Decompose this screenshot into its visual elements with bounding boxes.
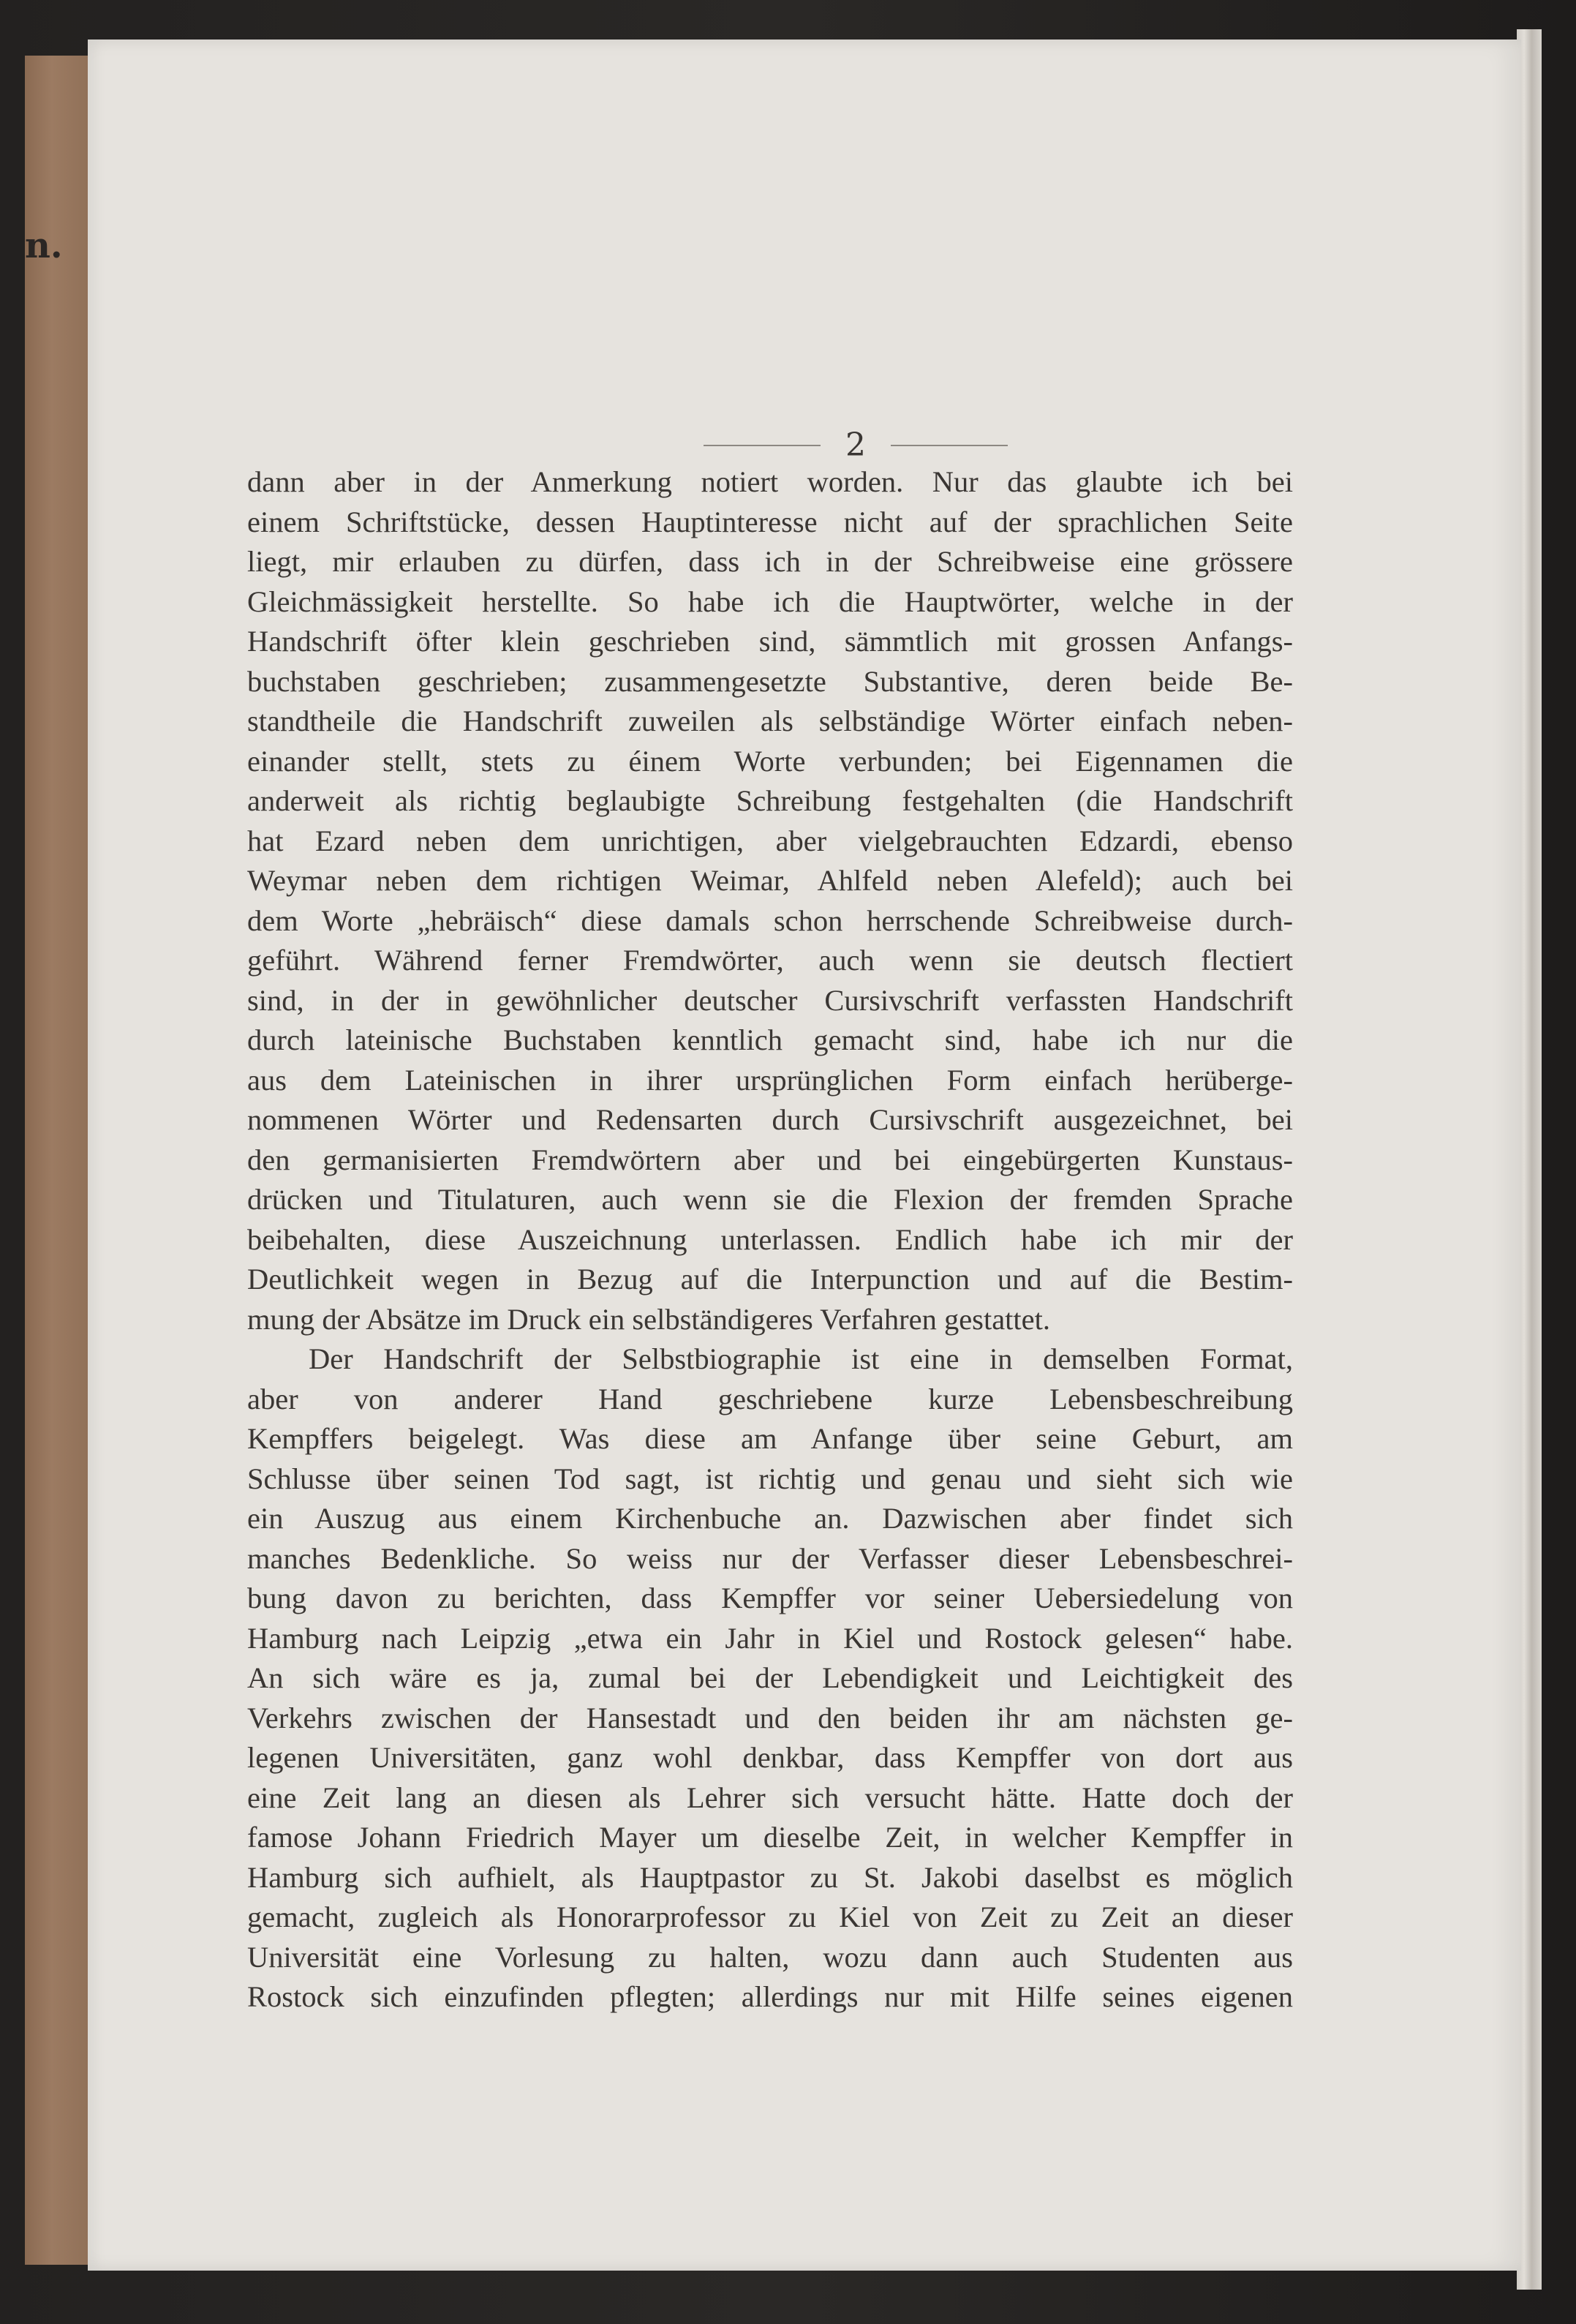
text-line: Schlusse über seinen Tod sagt, ist richtig und genau und sieht sich wie (247, 1462, 1293, 1495)
text-line-paragraph-start: Der Handschrift der Selbstbiographie ist eine in demselben Format, (309, 1342, 1293, 1375)
text-line: aber von anderer Hand geschriebene kurze Lebensbeschreibung (247, 1382, 1293, 1415)
text-line: hat Ezard neben dem unrichtigen, aber vielgebrauchten Edzardi, ebenso (247, 824, 1293, 857)
text-line: beibehalten, diese Auszeichnung unterlassen. Endlich habe ich mir der (247, 1222, 1293, 1256)
header-rule-left (704, 445, 821, 446)
body-text (247, 462, 1293, 2017)
page-number: 2 (845, 426, 866, 464)
text-line: drücken und Titulaturen, auch wenn sie die Flexion der fremden Sprache (247, 1183, 1293, 1216)
text-line: Handschrift öfter klein geschrieben sind, sämmtlich mit grossen Anfangs- (247, 625, 1293, 658)
text-line: Universität eine Vorlesung zu halten, wozu dann auch Studenten aus (247, 1940, 1293, 1974)
text-line: sind, in der in gewöhnlicher deutscher Cursivschrift verfassten Handschrift (247, 983, 1293, 1017)
book-cover-edge (25, 56, 92, 2265)
text-line: eine Zeit lang an diesen als Lehrer sich versucht hätte. Hatte doch der (247, 1780, 1293, 1814)
text-line: einander stellt, stets zu éinem Worte verbunden; bei Eigennamen die (247, 744, 1293, 778)
text-line: Deutlichkeit wegen in Bezug auf die Interpunction und auf die Bestim- (247, 1263, 1293, 1296)
text-line: bung davon zu berichten, dass Kempffer vor seiner Uebersiedelung von (247, 1582, 1293, 1614)
text-line: Gleichmässigkeit herstellte. So habe ich die Hauptwörter, welche in der (247, 584, 1293, 618)
text-line: legenen Universitäten, ganz wohl denkbar, dass Kempffer von dort aus (247, 1741, 1293, 1774)
text-line: Hamburg sich aufhielt, als Hauptpastor zu St. Jakobi daselbst es möglich (247, 1860, 1293, 1894)
text-line: Hamburg nach Leipzig „etwa ein Jahr in Kiel und Rostock gelesen“ habe. (247, 1621, 1293, 1655)
text-line: dann aber in der Anmerkung notiert worden. Nur das glaubte ich bei (247, 465, 1293, 498)
text-line: Weymar neben dem richtigen Weimar, Ahlfeld neben Alefeld); auch bei (247, 864, 1293, 897)
text-line-paragraph-end: mung der Absätze im Druck ein selbständigeres Verfahren gestattet. (247, 1302, 1051, 1336)
text-line: buchstaben geschrieben; zusammengesetzte Substantive, deren beide Be- (247, 664, 1293, 698)
header-rule-right (891, 445, 1008, 446)
text-line: aus dem Lateinischen in ihrer ursprünglichen Form einfach herüberge- (247, 1063, 1293, 1097)
text-line: Rostock sich einzufinden pflegten; allerdings nur mit Hilfe seines eigenen (247, 1980, 1293, 2013)
text-line: standtheile die Handschrift zuweilen als selbständige Wörter einfach neben- (247, 704, 1293, 737)
text-line: dem Worte „hebräisch“ diese damals schon herrschende Schreibweise durch- (247, 903, 1293, 937)
text-line: nommenen Wörter und Redensarten durch Cursivschrift ausgezeichnet, bei (247, 1103, 1293, 1136)
text-line: manches Bedenkliche. So weiss nur der Verfasser dieser Lebensbeschrei- (247, 1541, 1293, 1575)
text-line: An sich wäre es ja, zumal bei der Lebendigkeit und Leichtigkeit des (247, 1661, 1293, 1694)
text-line: famose Johann Friedrich Mayer um dieselbe Zeit, in welcher Kempffer in (247, 1821, 1293, 1854)
text-line: einem Schriftstücke, dessen Hauptinteresse nicht auf der sprachlichen Seite (247, 505, 1293, 538)
text-line: den germanisierten Fremdwörtern aber und bei eingebürgerten Kunstaus- (247, 1143, 1293, 1176)
text-line: Kempffers beigelegt. Was diese am Anfange über seine Geburt, am (247, 1422, 1293, 1455)
text-line: geführt. Während ferner Fremdwörter, auch wenn sie deutsch flectiert (247, 944, 1293, 977)
text-line: gemacht, zugleich als Honorarprofessor zu Kiel von Zeit zu Zeit an dieser (247, 1900, 1293, 1933)
text-line: anderweit als richtig beglaubigte Schreibung festgehalten (die Handschrift (247, 784, 1293, 817)
text-line: liegt, mir erlauben zu dürfen, dass ich in der Schreibweise eine grössere (247, 545, 1293, 578)
text-line: durch lateinische Buchstaben kenntlich gemacht sind, habe ich nur die (247, 1023, 1293, 1056)
text-line: ein Auszug aus einem Kirchenbuche an. Dazwischen aber findet sich (247, 1502, 1293, 1535)
text-line: Verkehrs zwischen der Hansestadt und den beiden ihr am nächsten ge- (247, 1701, 1293, 1734)
cover-spine-mark: n. (25, 225, 63, 266)
